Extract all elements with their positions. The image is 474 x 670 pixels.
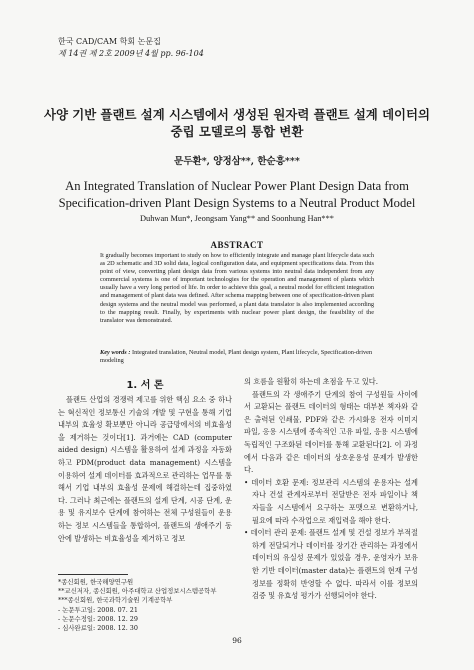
intro-paragraph: 플랜트 산업의 경쟁력 제고를 위한 핵심 요소 중 하나는 혁신적인 정보통신 기술의 개발 및 구현을 통해 기업 내부의 효율성 확보뿐만 아니라 공급망에서의 비효율성을 제거하는 것이다[1]. 과거에는 CAD (computer aided design) 시스템을 활용하여 설계 과정을 자동화하고 PDM(product data management) 시스템을 이용하여 설계 데이터를 효과적으로 관리하는 업무를 통해서 기업 내부의 효율성 문제에 해결하는데 집중하였다. 그러나 최근에는 플랜트의 설계 단계, 시공 단계, 운용 및 유지보수 단계에 참여하는 전체 구성원들이 운용하는 정보 시스템들을 통합하여, 플랜트의 생애주기 동안에 발생하는 비효율성을 제거하고 정보 [58,395,232,543]
footnotes [58,578,232,633]
korean-title: 사양 기반 플랜트 설계 시스템에서 생성된 원자력 플랜트 설계 데이터의 중립 모델로의 통합 변환 [44,107,430,139]
page-number: 96 [232,636,242,645]
keywords-label: Key words : [100,349,131,356]
journal-name: 한국 CAD/CAM 학회 논문집 [58,37,161,46]
right-intro-line: 의 흐름을 원활히 하는데 초점을 두고 있다. [244,377,379,386]
footnote-author-2: **교신저자, 종신회원, 아주대학교 산업정보시스템공학부 [58,587,217,596]
footnote-rule [58,574,128,575]
korean-authors: 문두환*, 양정삼**, 한순흥*** [174,156,300,167]
footnote-revised: - 논문수정일: 2008. 12. 29 [58,614,138,623]
english-authors: Duhwan Mun*, Jeongsam Yang** and Soonhung Han*** [139,214,334,223]
footnote-submitted: - 논문투고일: 2008. 07. 21 [58,605,138,614]
keywords [100,349,374,365]
section-1-heading: 1. 서 론 [126,380,164,391]
footnote-author-3: ***종신회원, 한국과학기술원 기계공학부 [58,596,173,605]
abstract-body: It gradually becomes important to study on how to efficiently integrate and manage plant lifecycle data such as 2D schematic and 3D solid data, logical configuration data, and equipment specifications data. From this point of view, converting plant design data from various systems into neutral data independent from any commercial systems is one of important technologies for the operation and management of plants which usually have a very long period of life. In order to achieve this goal, a neutral model for efficient integration and management of plant data was defined. After schema mapping between one of specification-driven plant design systems and the neutral model was performed, a plant data translator is also implemented according to the mapping result. Finally, by experiments with nuclear power plant design, the feasibility of the translator was demonstrated. [100,252,374,324]
abstract-heading: ABSTRACT [210,240,264,250]
bullet-data-compatibility: • 데이터 호환 문제: 정보관리 시스템의 운용자는 설계자나 건설 관계자로부터 전달받은 전자 파일이나 책자들을 시스템에서 요구하는 포맷으로 변환하거나, 필요에 따라 수작업으로 재입력을 해야 한다. [244,477,418,525]
left-column-body [58,394,232,545]
footnote-author-1: *종신회원, 한국해양연구원 [58,578,134,586]
journal-volume-info: 제 14권 제 2호 2009년 4월 pp. 96-104 [58,49,204,58]
keywords-text: Integrated translation, Neutral model, Plant design system, Plant lifecycle, Specification-driven modeling [100,349,373,365]
right-column-body [244,376,418,603]
english-title: An Integrated Translation of Nuclear Power Plant Design Data from Specification-driven Plant Design Systems to a Neutral Product Model [58,179,416,210]
interoperability-paragraph: 플랜트의 각 생애주기 단계의 참여 구성원들 사이에서 교환되는 플랜트 데이터의 형태는 대부분 책자와 같은 출력된 인쇄물, PDF와 같은 가시화용 전자 이미지 파일, 응용 시스템에 종속적인 고유 파일, 응용 시스템에 독립적인 구조화된 데이터를 통해 교환된다[2]. 이 과정에서 다음과 같은 데이터의 상호운용성 문제가 발생한다. [244,389,418,475]
footnote-accepted: - 심사완료일: 2008. 12. 30 [58,624,138,633]
bullet-data-management: • 데이터 관리 문제: 플랜트 설계 및 건설 정보가 부적절하게 전달되거나 데이터를 장기간 관리하는 과정에서 데이터의 유실성 문제가 있었을 경우, 운영자가 보유한 기반 데이터(master data)는 플랜트의 현재 구성 정보를 정확히 반영할 수 없다. 따라서 이를 정보의 검증 및 유효성 평가가 선행되어야 한다. [244,528,418,601]
